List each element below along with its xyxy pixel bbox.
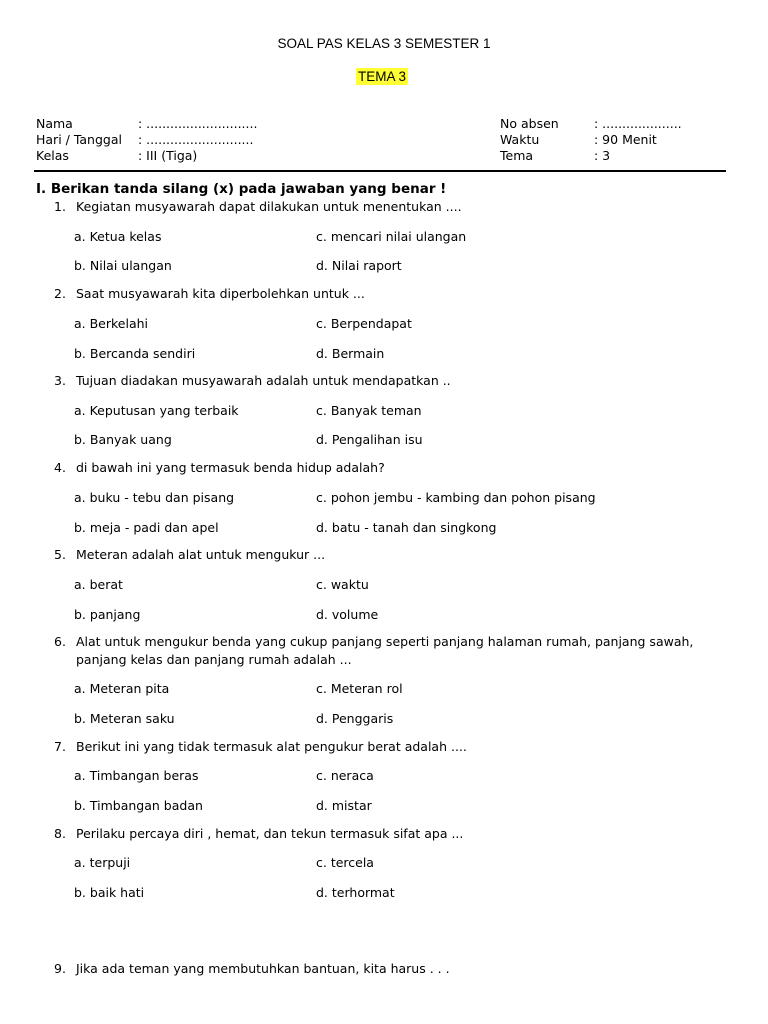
option-a: a. Keputusan yang terbaik — [74, 403, 239, 418]
info-kelas-value: : III (Tiga) — [138, 148, 198, 163]
option-d: d. batu - tanah dan singkong — [316, 520, 497, 535]
question-number: 9. — [54, 961, 66, 976]
tema-label: TEMA 3 — [358, 69, 407, 84]
option-d: d. Penggaris — [316, 711, 394, 726]
option-d: d. terhormat — [316, 885, 395, 900]
option-c: c. waktu — [316, 577, 369, 592]
option-c: c. Banyak teman — [316, 403, 422, 418]
question-number: 6. — [54, 634, 66, 649]
section-instruction: I. Berikan tanda silang (x) pada jawaban yang benar ! — [36, 181, 447, 197]
question-number: 8. — [54, 826, 66, 841]
option-d: d. mistar — [316, 798, 372, 813]
option-a: a. Meteran pita — [74, 681, 170, 696]
info-waktu-label: Waktu — [500, 132, 540, 147]
option-d: d. Nilai raport — [316, 258, 402, 273]
option-d: d. Pengalihan isu — [316, 432, 423, 447]
info-tanggal-label: Hari / Tanggal — [36, 132, 122, 147]
info-nama-label: Nama — [36, 116, 73, 131]
info-absen-value: : .................... — [594, 116, 682, 131]
option-d: d. volume — [316, 607, 379, 622]
question-text: Jika ada teman yang membutuhkan bantuan, kita harus . . . — [76, 961, 450, 976]
question-number: 4. — [54, 460, 66, 475]
header-divider — [34, 170, 726, 172]
option-a: a. Timbangan beras — [74, 768, 199, 783]
info-absen-label: No absen — [500, 116, 559, 131]
question-text: di bawah ini yang termasuk benda hidup adalah? — [76, 460, 385, 475]
info-nama-value: : ............................ — [138, 116, 258, 131]
option-a: a. terpuji — [74, 855, 131, 870]
page-title: SOAL PAS KELAS 3 SEMESTER 1 — [277, 36, 491, 51]
question-number: 1. — [54, 199, 66, 214]
question-text: Tujuan diadakan musyawarah adalah untuk mendapatkan .. — [76, 373, 451, 388]
question-text: Kegiatan musyawarah dapat dilakukan untuk menentukan .... — [76, 199, 462, 214]
option-b: b. meja - padi dan apel — [74, 520, 219, 535]
option-a: a. Berkelahi — [74, 316, 149, 331]
question-text: Alat untuk mengukur benda yang cukup panjang seperti panjang halaman rumah, panjang sawah, panjang kelas dan panjang rumah adalah ... — [76, 634, 694, 667]
question-text: Saat musyawarah kita diperbolehkan untuk ... — [76, 286, 365, 301]
option-c: c. mencari nilai ulangan — [316, 229, 467, 244]
option-b: b. Bercanda sendiri — [74, 346, 196, 361]
option-a: a. Ketua kelas — [74, 229, 162, 244]
question-text: Perilaku percaya diri , hemat, dan tekun termasuk sifat apa ... — [76, 826, 464, 841]
info-tanggal-value: : ........................... — [138, 132, 254, 147]
option-b: b. Meteran saku — [74, 711, 175, 726]
option-c: c. Meteran rol — [316, 681, 403, 696]
info-tema-value: : 3 — [594, 148, 611, 163]
option-b: b. Timbangan badan — [74, 798, 203, 813]
question-text: Berikut ini yang tidak termasuk alat pengukur berat adalah .... — [76, 739, 467, 754]
option-c: c. pohon jembu - kambing dan pohon pisang — [316, 490, 596, 505]
option-c: c. Berpendapat — [316, 316, 412, 331]
option-b: b. Banyak uang — [74, 432, 172, 447]
option-c: c. neraca — [316, 768, 374, 783]
option-d: d. Bermain — [316, 346, 385, 361]
option-b: b. Nilai ulangan — [74, 258, 172, 273]
info-kelas-label: Kelas — [36, 148, 69, 163]
question-number: 3. — [54, 373, 66, 388]
info-waktu-value: : 90 Menit — [594, 132, 657, 147]
option-b: b. baik hati — [74, 885, 145, 900]
option-a: a. buku - tebu dan pisang — [74, 490, 235, 505]
question-number: 2. — [54, 286, 66, 301]
question-number: 7. — [54, 739, 66, 754]
question-text: Meteran adalah alat untuk mengukur ... — [76, 547, 326, 562]
option-c: c. tercela — [316, 855, 374, 870]
option-a: a. berat — [74, 577, 123, 592]
info-tema-label: Tema — [500, 148, 534, 163]
option-b: b. panjang — [74, 607, 141, 622]
question-number: 5. — [54, 547, 66, 562]
